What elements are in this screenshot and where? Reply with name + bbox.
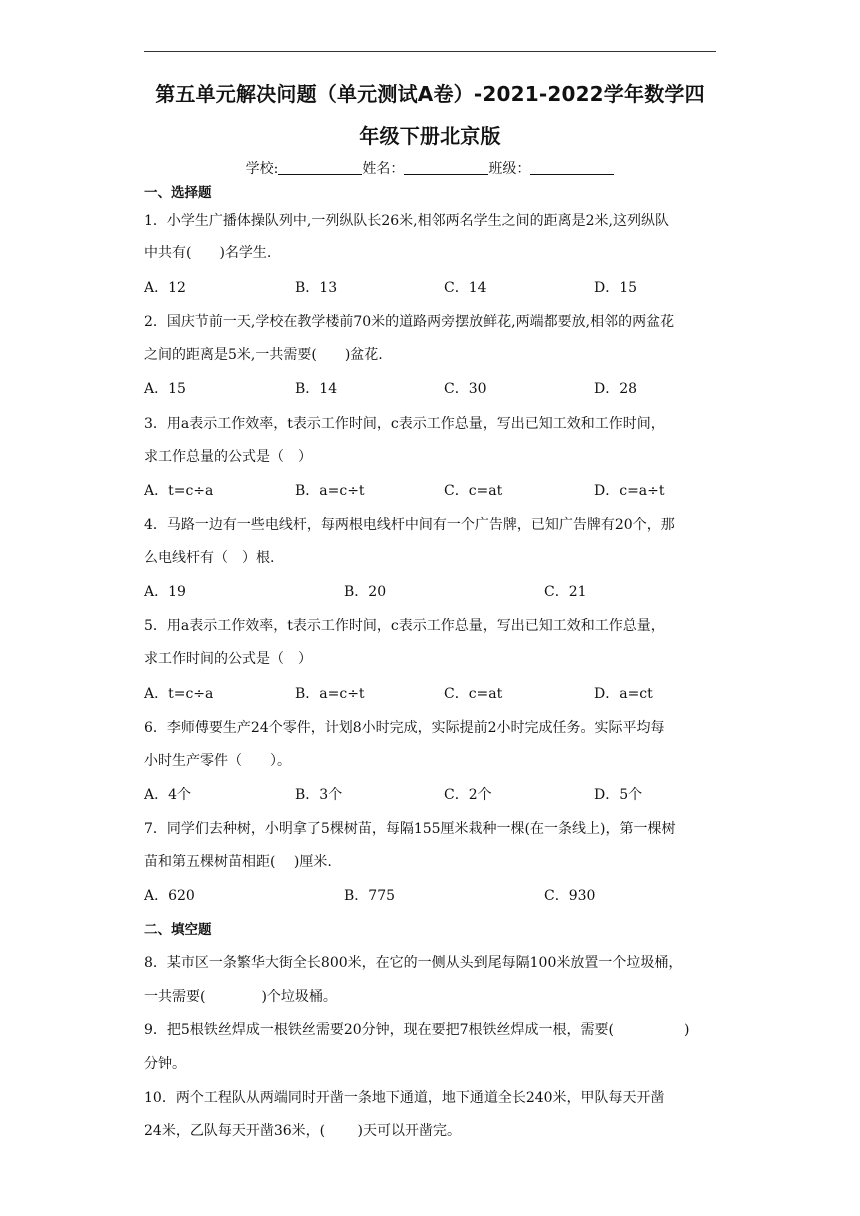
option-c[interactable]: C．c=at [444, 686, 503, 702]
question-8-line-2: 一共需要( )个垃圾桶。 [144, 989, 337, 1005]
question-4-line-2: 么电线杆有（ ）根. [144, 550, 275, 566]
question-1-line-1: 1．小学生广播体操队列中,一列纵队长26米,相邻两名学生之间的距离是2米,这列纵队 [144, 213, 669, 229]
question-9-line-2: 分钟。 [144, 1056, 186, 1072]
question-8-line-1: 8．某市区一条繁华大街全长800米，在它的一侧从头到尾每隔100米放置一个垃圾桶， [144, 955, 683, 971]
option-c[interactable]: C．930 [544, 888, 596, 904]
question-5-options [144, 683, 716, 703]
option-c[interactable]: C．c=at [444, 483, 503, 499]
option-d[interactable]: D．15 [594, 280, 638, 296]
question-10-line-1: 10．两个工程队从两端同时开凿一条地下通道，地下通道全长240米，甲队每天开凿 [144, 1090, 665, 1106]
question-10-line-2: 24米，乙队每天开凿36米，( )天可以开凿完。 [144, 1123, 462, 1139]
question-7-options [144, 885, 716, 905]
question-5-line-2: 求工作时间的公式是（ ） [144, 651, 312, 667]
section-fill-heading: 二、填空题 [144, 922, 212, 938]
question-6-options [144, 784, 716, 804]
option-a[interactable]: A．4个 [144, 787, 192, 803]
option-c[interactable]: C．2个 [444, 787, 492, 803]
question-3-line-1: 3．用a表示工作效率，t表示工作时间，c表示工作总量，写出已知工效和工作时间， [144, 416, 665, 432]
school-blank[interactable] [278, 160, 362, 175]
top-rule [144, 51, 716, 52]
option-a[interactable]: A．620 [144, 888, 195, 904]
option-d[interactable]: D．28 [594, 381, 638, 397]
option-b[interactable]: B．3个 [295, 787, 343, 803]
option-c[interactable]: C．21 [544, 584, 587, 600]
option-b[interactable]: B．a=c÷t [295, 686, 365, 702]
class-label: 班级： [488, 161, 531, 177]
question-1-options [144, 277, 716, 297]
option-b[interactable]: B．a=c÷t [295, 483, 365, 499]
question-4-line-1: 4．马路一边有一些电线杆，每两根电线杆中间有一个广告牌，已知广告牌有20个，那 [144, 517, 675, 533]
option-c[interactable]: C．14 [444, 280, 487, 296]
option-b[interactable]: B．775 [344, 888, 396, 904]
class-blank[interactable] [530, 160, 614, 175]
document-title-line-2: 年级下册北京版 [359, 124, 501, 148]
student-info-line [144, 158, 716, 178]
question-6-line-1: 6．李师傅要生产24个零件，计划8小时完成，实际提前2小时完成任务。实际平均每 [144, 720, 665, 736]
option-b[interactable]: B．14 [295, 381, 338, 397]
name-blank[interactable] [404, 160, 488, 175]
option-a[interactable]: A．t=c÷a [144, 686, 214, 702]
question-5-line-1: 5．用a表示工作效率，t表示工作时间，c表示工作总量，写出已知工效和工作总量， [144, 618, 665, 634]
question-1-line-2: 中共有( )名学生. [144, 245, 272, 261]
question-2-line-1: 2．国庆节前一天,学校在教学楼前70米的道路两旁摆放鲜花,两端都要放,相邻的两盆花 [144, 314, 675, 330]
option-b[interactable]: B．13 [295, 280, 338, 296]
question-6-line-2: 小时生产零件（ ）。 [144, 753, 291, 769]
school-label: 学校: [245, 161, 279, 177]
question-7-line-1: 7．同学们去种树，小明拿了5棵树苗，每隔155厘米栽种一棵(在一条线上)，第一棵树 [144, 821, 676, 837]
question-7-line-2: 苗和第五棵树苗相距( )厘米. [144, 854, 332, 870]
option-a[interactable]: A．12 [144, 280, 186, 296]
option-b[interactable]: B．20 [344, 584, 387, 600]
question-2-options [144, 378, 716, 398]
document-title-line-1: 第五单元解决问题（单元测试A卷）-2021-2022学年数学四 [155, 82, 705, 106]
option-d[interactable]: D．a=ct [594, 686, 653, 702]
option-c[interactable]: C．30 [444, 381, 487, 397]
section-choice-heading: 一、选择题 [144, 185, 212, 201]
question-3-line-2: 求工作总量的公式是（ ） [144, 449, 312, 465]
option-d[interactable]: D．5个 [594, 787, 643, 803]
question-3-options [144, 480, 716, 500]
question-4-options [144, 581, 716, 601]
question-9-line-1: 9．把5根铁丝焊成一根铁丝需要20分钟，现在要把7根铁丝焊成一根，需要( ) [144, 1022, 690, 1038]
name-label: 姓名： [362, 161, 405, 177]
option-a[interactable]: A．15 [144, 381, 186, 397]
option-d[interactable]: D．c=a÷t [594, 483, 665, 499]
question-2-line-2: 之间的距离是5米,一共需要( )盆花. [144, 347, 383, 363]
option-a[interactable]: A．19 [144, 584, 186, 600]
option-a[interactable]: A．t=c÷a [144, 483, 214, 499]
